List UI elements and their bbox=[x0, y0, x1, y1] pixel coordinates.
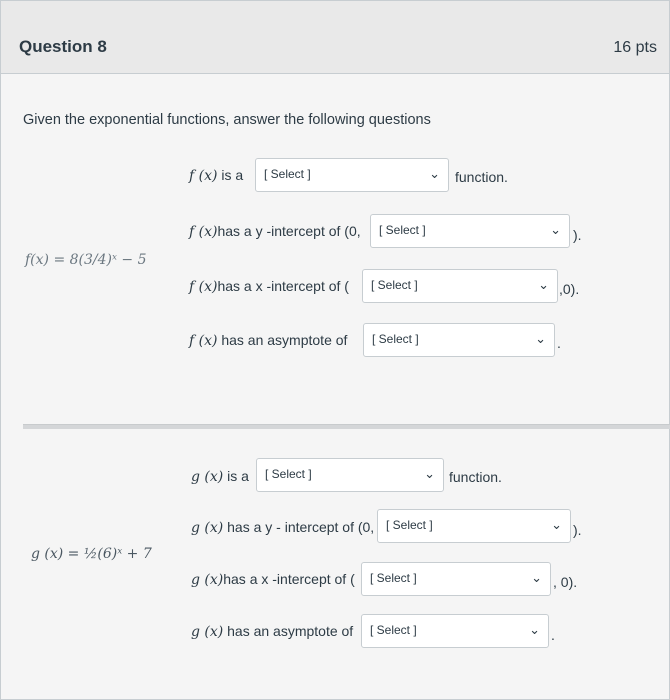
f-row-yint-text: has a y -intercept of (0, bbox=[217, 223, 361, 239]
f-row-type bbox=[189, 167, 243, 184]
f-asym-select[interactable] bbox=[363, 323, 555, 357]
chevron-down-icon: ⌄ bbox=[429, 166, 440, 181]
f-yint-select-value: [ Select ] bbox=[379, 223, 426, 237]
g-prefix: g (x) bbox=[191, 624, 224, 640]
section-divider bbox=[23, 424, 670, 429]
g-prefix: g (x) bbox=[191, 469, 224, 485]
f-xint-suffix: ,0). bbox=[559, 281, 580, 297]
f-row-asym-text: has an asymptote of bbox=[217, 332, 348, 348]
g-row-type-text: is a bbox=[223, 468, 249, 484]
g-asym-select-value: [ Select ] bbox=[370, 623, 417, 637]
g-prefix: g (x) bbox=[191, 572, 224, 588]
g-formula: g (x) = ½(6)ˣ + 7 bbox=[31, 546, 152, 562]
f-prefix: f (x) bbox=[189, 168, 218, 184]
f-row-type-text: is a bbox=[217, 167, 244, 183]
g-xint-select-value: [ Select ] bbox=[370, 571, 417, 585]
f-type-select-value: [ Select ] bbox=[264, 167, 311, 181]
f-type-suffix: function. bbox=[455, 169, 508, 185]
f-yint-suffix: ). bbox=[573, 227, 582, 243]
g-row-yint-text: has a y - intercept of (0, bbox=[223, 519, 375, 535]
g-asym-select[interactable] bbox=[361, 614, 549, 648]
g-row-xint bbox=[191, 571, 355, 588]
chevron-down-icon: ⌄ bbox=[529, 622, 540, 637]
g-row-type bbox=[191, 468, 249, 485]
f-prefix: f (x) bbox=[189, 279, 218, 295]
question-intro: Given the exponential functions, answer the following questions bbox=[23, 112, 431, 128]
g-yint-suffix: ). bbox=[573, 522, 582, 538]
chevron-down-icon: ⌄ bbox=[424, 466, 435, 481]
chevron-down-icon: ⌄ bbox=[531, 570, 542, 585]
f-row-asym bbox=[189, 332, 347, 349]
f-row-xint bbox=[189, 278, 349, 295]
g-yint-select-value: [ Select ] bbox=[386, 518, 433, 532]
question-title: Question 8 bbox=[19, 37, 107, 56]
f-prefix: f (x) bbox=[189, 224, 218, 240]
f-row-yint bbox=[189, 223, 361, 240]
question-header bbox=[1, 1, 669, 74]
g-yint-select[interactable] bbox=[377, 509, 571, 543]
g-xint-suffix: , 0). bbox=[553, 574, 578, 590]
question-points: 16 pts bbox=[613, 39, 657, 56]
f-type-select[interactable] bbox=[255, 158, 449, 192]
chevron-down-icon: ⌄ bbox=[550, 222, 561, 237]
f-xint-select[interactable] bbox=[362, 269, 558, 303]
g-row-xint-text: has a x -intercept of ( bbox=[223, 571, 355, 587]
f-asym-suffix: . bbox=[557, 335, 561, 351]
chevron-down-icon: ⌄ bbox=[535, 331, 546, 346]
f-prefix: f (x) bbox=[189, 333, 218, 349]
g-row-asym-text: has an asymptote of bbox=[223, 623, 354, 639]
f-row-xint-text: has a x -intercept of ( bbox=[217, 278, 349, 294]
g-row-asym bbox=[191, 623, 353, 640]
f-asym-select-value: [ Select ] bbox=[372, 332, 419, 346]
g-row-yint bbox=[191, 519, 374, 536]
f-xint-select-value: [ Select ] bbox=[371, 278, 418, 292]
g-type-select-value: [ Select ] bbox=[265, 467, 312, 481]
f-yint-select[interactable] bbox=[370, 214, 570, 248]
g-asym-suffix: . bbox=[551, 627, 555, 643]
g-type-select[interactable] bbox=[256, 458, 444, 492]
g-prefix: g (x) bbox=[191, 520, 224, 536]
chevron-down-icon: ⌄ bbox=[538, 277, 549, 292]
g-type-suffix: function. bbox=[449, 469, 502, 485]
chevron-down-icon: ⌄ bbox=[551, 517, 562, 532]
g-xint-select[interactable] bbox=[361, 562, 551, 596]
f-formula: f(x) = 8(3/4)ˣ − 5 bbox=[25, 252, 147, 268]
